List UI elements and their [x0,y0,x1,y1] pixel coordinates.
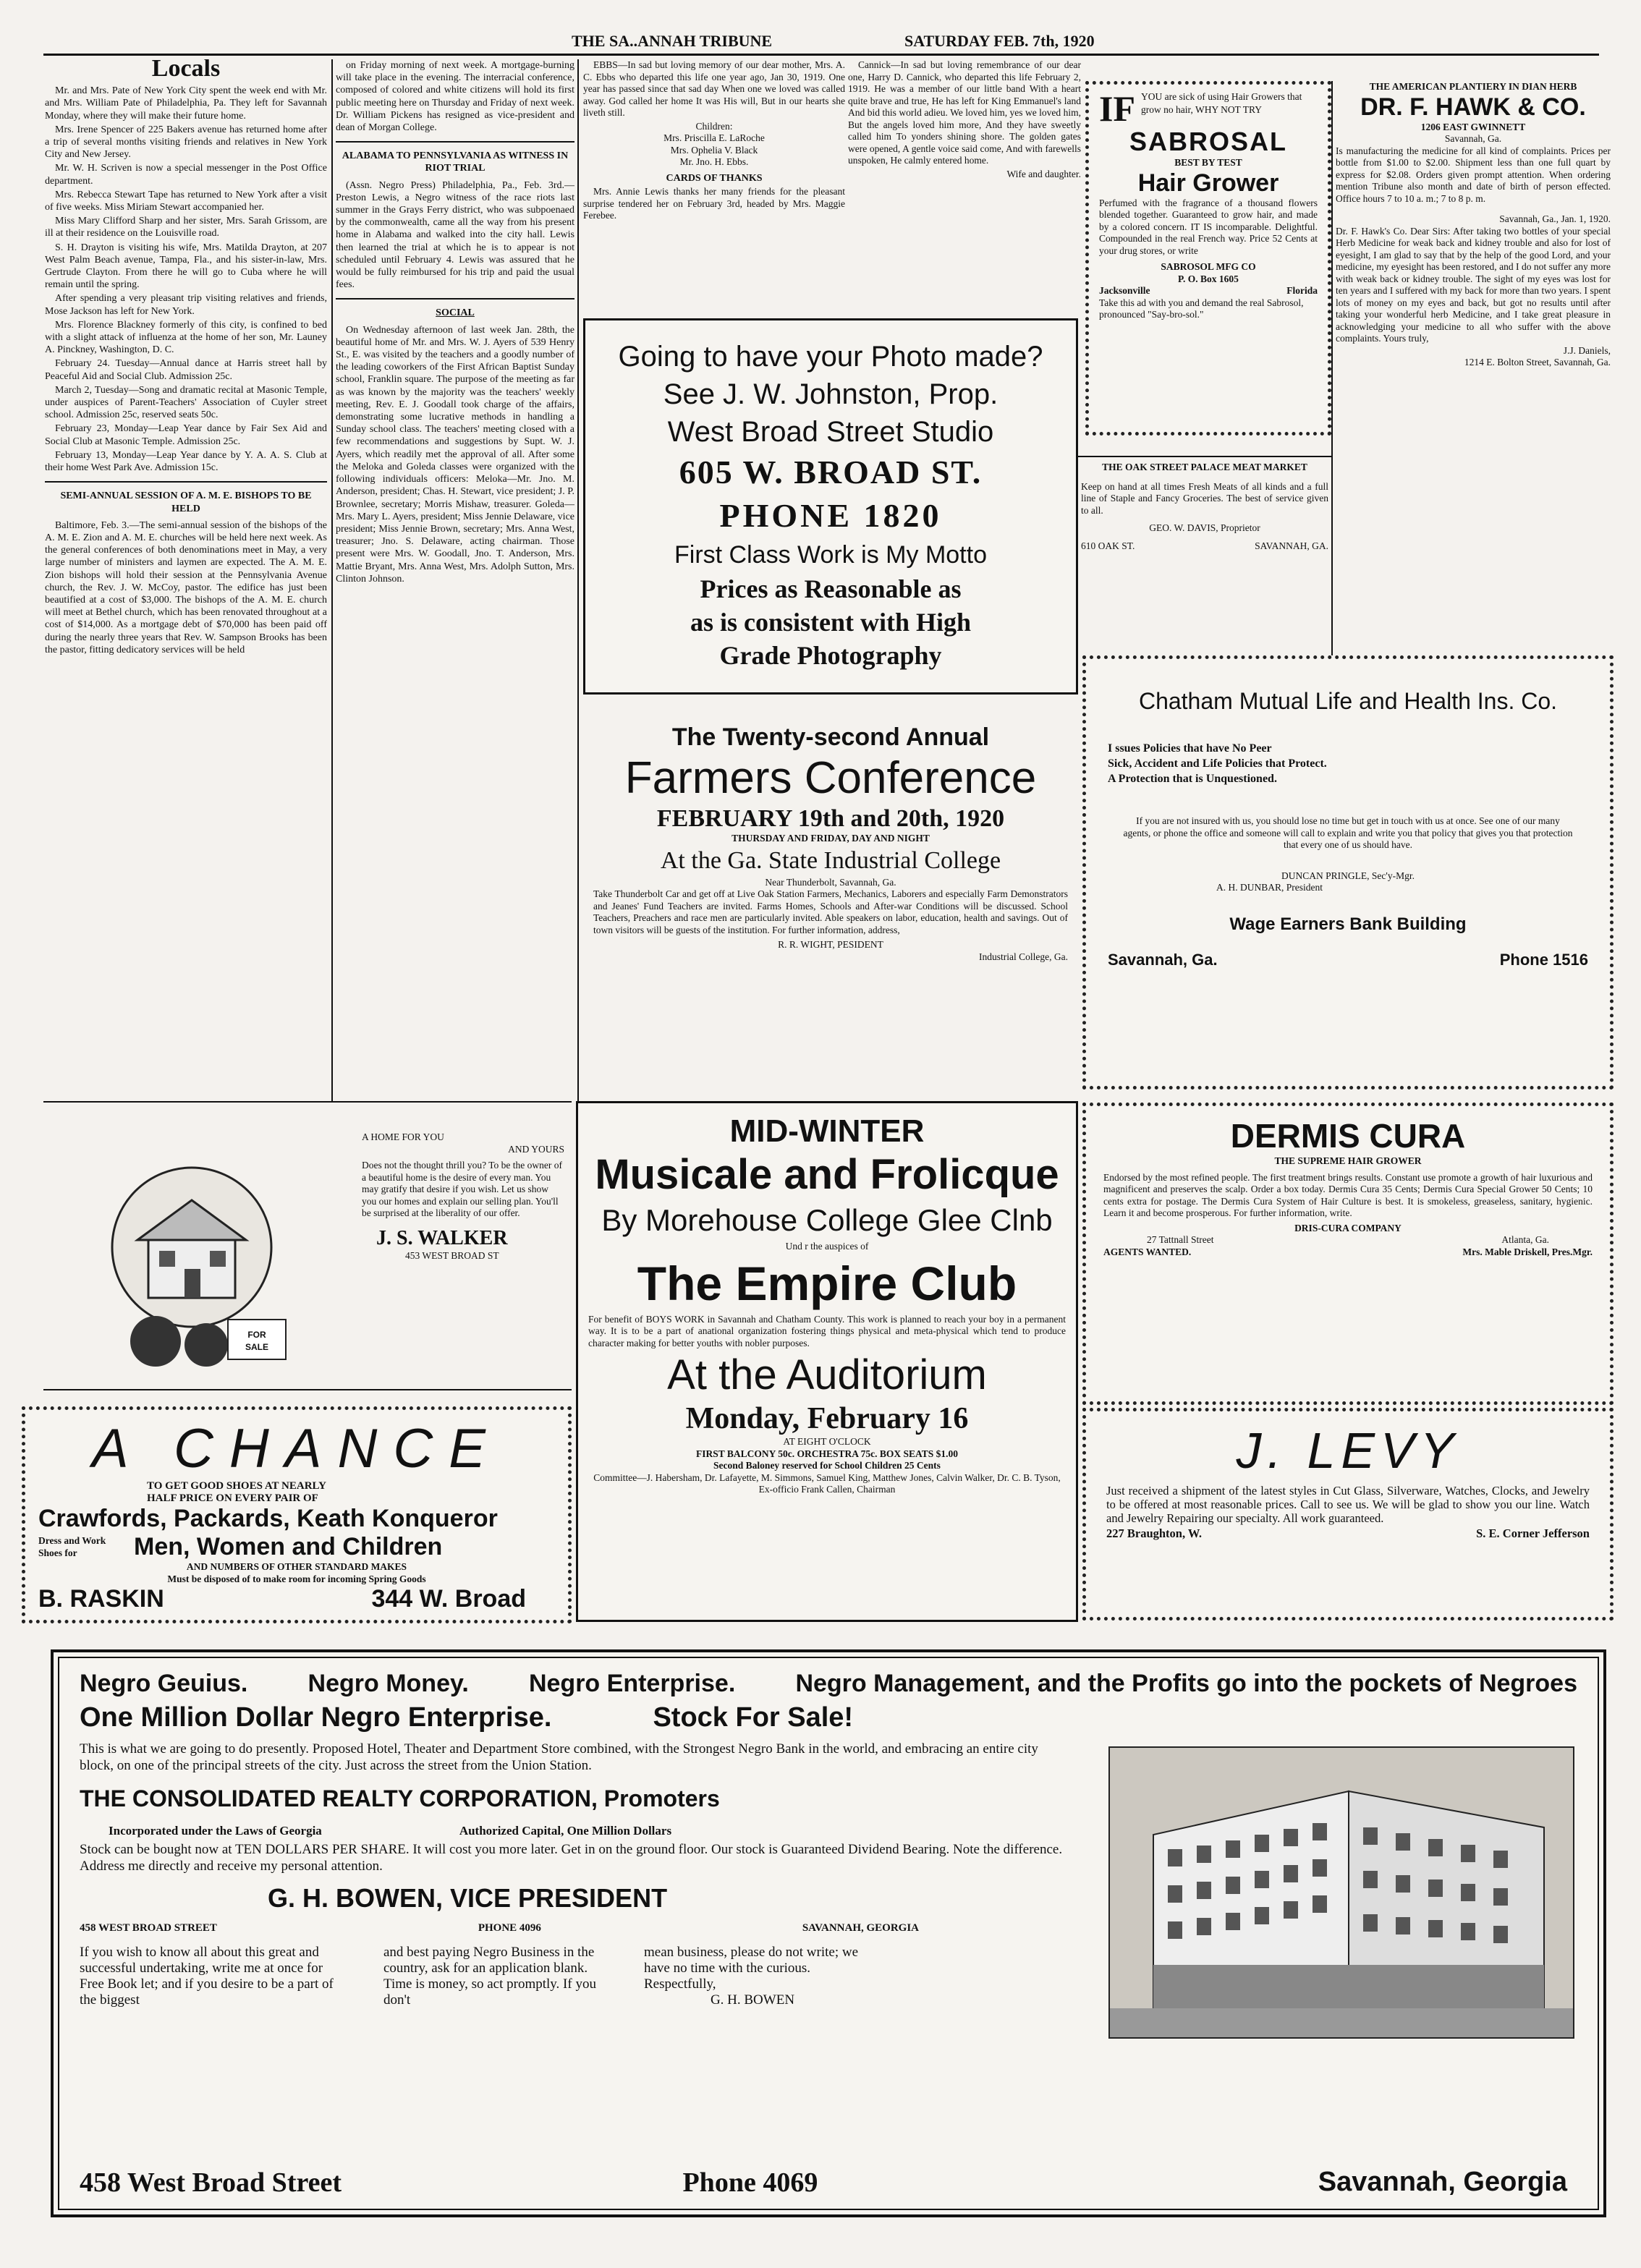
dermis-body: Endorsed by the most refined people. The first treatment brings results. Constant use promote a growth of hair luxurious and magnificent and preserves the scalp. Order a box today. Dermis Cura 35 Cents; Dermis Cura Special Grower 50 Cents; 10 cents extra for postage. The Dermis Cura System of Hair Culture is best. It is smokeless, greaseless, sanitary, hygienic. Learn it and become prosperous. For further information, write. [1103,1171,1593,1218]
locals-paragraph: Mrs. Florence Blackney formerly of this city, is confined to bed with a slight attack of influenza at the home of her son, Mr. Launey A. Pinckney, Washington, D. C. [45,319,327,356]
photo-line: Grade Photography [719,641,942,670]
chance-line: TO GET GOOD SHOES AT NEARLY [147,1480,327,1492]
cards-heading: CARDS OF THANKS [666,172,763,184]
realty-stock: Stock For Sale! [653,1702,854,1733]
news-paragraph: on Friday morning of next week. A mortgage-burning will take place in the evening. The interracial conference, composed of colored and white citizens will hold its first public meeting here on Thursday and Friday of next week. Dr. William Pickens has resigned as vice-president and dean of Morgan College. [336,60,574,134]
oak-city: SAVANNAH, GA. [1255,540,1328,551]
oak-address: 610 OAK ST. [1081,540,1135,551]
hawk-letter-date: Savannah, Ga., Jan. 1, 1920. [1499,213,1611,224]
social-heading: SOCIAL [436,307,475,319]
photo-line: Going to have your Photo made? [618,341,1043,373]
locals-heading: Locals [151,59,221,82]
realty-phone: PHONE 4096 [478,1922,541,1934]
hawk-letter: Dr. F. Hawk's Co. Dear Sirs: After taking two bottles of your special Herb Medicine for weak back and kidney trouble and also for lost of eyesight, I am glad to say that by the help of the good Lord, and your medicine, my eyesight has been restored, and I do not suffer any more with weak back or kidney trouble. The sight of my eyes was lost for ten years and I suffered with my back for more than two years. I spent lots of money on my eyes and back, but got no results until after taking your wonderful herb Medicine, and I take great pleasure in acknowledging your medicine to all who suffer with the above complaints. Yours truly, [1336,225,1611,344]
svg-text:SALE: SALE [245,1342,269,1352]
oak-body: Keep on hand at all times Fresh Meats of all kinds and a full line of Staple and Fancy Groceries. The best of service given to all. [1081,480,1328,516]
newspaper-name: THE SA..ANNAH TRIBUNE [572,32,773,50]
chatham-pres: A. H. DUNBAR, President [1216,882,1323,893]
musicale-date: Monday, February 16 [685,1402,969,1435]
chance-line: Must be disposed of to make room for incoming Spring Goods [167,1573,426,1584]
chance-dress: Dress and Work Shoes for [38,1535,106,1558]
locals-column [45,59,327,1087]
realty-title: One Million Dollar Negro Enterprise. [80,1702,552,1733]
musicale-school: Second Baloney reserved for School Children 25 Cents [713,1460,941,1471]
ebbs-signer: Mrs. Ophelia V. Black [670,144,758,156]
chatham-line: A Protection that is Unquestioned. [1108,773,1277,785]
masthead [43,29,1599,58]
farmers-sign: R. R. WIGHT, PESIDENT [778,939,883,950]
chatham-building: Wage Earners Bank Building [1229,914,1467,934]
realty-intro: This is what we are going to do presently. Proposed Hotel, Theater and Department Store combined, with the Strongest Negro Bank in the world, and embracing an entire city block, on one of the principal streets of the city. Just across the street from the Union Station. [80,1741,1038,1773]
musicale-time: AT EIGHT O'CLOCK [783,1436,871,1447]
realty-banner-word: Negro Money. [308,1670,469,1697]
realty-col2: and best paying Negro Business in the country, ask for an application blank. Time is money, so act promptly. If you don't [383,1945,596,2008]
musicale-ad [576,1101,1078,1622]
realty-banner-word: Negro Management, and the Profits go into the pockets of Negroes [795,1670,1577,1697]
svg-text:FOR: FOR [247,1330,266,1340]
realty-foot-city: Savannah, Georgia [1318,2167,1567,2197]
farmers-dates: FEBRUARY 19th and 20th, 1920 [656,805,1005,832]
chatham-sec: DUNCAN PRINGLE, Sec'y-Mgr. [1281,870,1415,881]
musicale-auspices: Und r the auspices of [785,1241,869,1252]
levy-body: Just received a shipment of the latest styles in Cut Glass, Silverware, Watches, Clocks, and Jewelry to be offered at most reasonable prices. Call to see us. We will be glad to show you our line. Watch and Jewelry Repairing our specialty. All work guaranteed. [1106,1484,1590,1525]
realty-foot-address: 458 West Broad Street [80,2167,342,2198]
dermis-company: DRIS-CURA COMPANY [1294,1222,1402,1233]
chance-brands: Crawfords, Packards, Keath Konqueror [38,1505,498,1532]
session-text: Baltimore, Feb. 3.—The semi-annual session of the bishops of the A. M. E. Zion and A. M. E. churches will be held here next week. As the general conferences of both denominations meet in May, a very large number of ministers and laymen are expected. The A. M. E. Zion bishops will hold their session at the Pennsylvania Avenue church, the Rev. J. W. McCoy, pastor. The edifice has just been beautified at a cost of $3,000. The bishops of the A. M. E. church will meet at Bethel church, which has been renovated throughout at a cost of $14,000. As a mortgage debt of $70,000 has been paid off during the nearly three years that Rev. W. Sampson Brooks has been the pastor, fitting dedicatory services will be held [45,519,327,655]
sabrosal-ad [1085,81,1331,436]
photo-phone: PHONE 1820 [719,497,942,534]
walker-head1: A HOME FOR YOU [362,1131,444,1142]
locals-paragraph: February 24. Tuesday—Annual dance at Harris street hall by Peaceful Aid and Social Club. Admission 25c. [45,358,327,382]
farmers-sign2: Industrial College, Ga. [979,951,1068,962]
photo-line: Prices as Reasonable as [700,574,962,603]
sabrosal-intro: YOU are sick of using Hair Growers that grow no hair, WHY NOT TRY [1141,91,1302,115]
realty-banner-word: Negro Geuius. [80,1670,248,1697]
realty-col3: mean business, please do not write; we have no time with the curious. Respectfully, [644,1945,859,1992]
locals-paragraph: Mr. and Mrs. Pate of New York City spent the week end with Mr. and Mrs. William Pate of Philadelphia, Pa. They left for Savannah Monday, where they will make their future home. [45,85,327,122]
chance-name: B. RASKIN [38,1585,164,1613]
musicale-glee: By Morehouse College Glee Clnb [601,1203,1053,1237]
cannick-memoriam [848,59,1081,305]
sabrosal-state: Florida [1286,285,1318,296]
ebbs-signer: Mr. Jno. H. Ebbs. [679,156,749,167]
divider [336,298,574,300]
hawk-body: Is manufacturing the medicine for all kind of complaints. Prices per bottle from $1.00 to $2.00. Shipment less than one full quart by express for $2.08. Orders given prompt attention. When ordering mention Tribune also month and date of birth of person effected. Office hours 7 to 10 a. m.; 7 to 8 p. m. [1336,145,1611,204]
dermis-city: Atlanta, Ga. [1501,1234,1549,1245]
musicale-prices: FIRST BALCONY 50c. ORCHESTRA 75c. BOX SEATS $1.00 [695,1448,959,1459]
locals-paragraph: Miss Mary Clifford Sharp and her sister, Mrs. Sarah Grissom, are ill at their residence on the Louisville road. [45,216,327,239]
hawk-name: DR. F. HAWK & CO. [1360,93,1586,121]
social-text: On Wednesday afternoon of last week Jan. 28th, the beautiful home of Mr. and Mrs. W. J. Ayers of 539 Henry St., E. was visited by the teachers and a goodly number of the leading coworkers of the First African Baptist Sunday school, Franklin square. The purpose of the meeting as far as was known by the majority was the teachers' weekly meeting, Rev. E. J. Goodall took charge of the affairs, demonstrating some lucrative methods in handling a Sunday school class. The teachers' meeting closed with a few recommendations and suggestions by Supt. W. J. Ayers, which readily met the approval of all. After some the Meloka and Goleda classes were organized with the following individuals officers: Meloka—Mr. Jno. M. Anderson, president; Chas. H. Stewart, vice president; J. P. Brownlee, secretary; Morris Mishaw, treasurer. Goleda—Mrs. Mary L. Ayers, president; Miss Jennie Delaware, vice president; Miss Jennie Brown, secretary; Mrs. Anna West, treasurer; Jno. S. Delaware, acting chairman. Those present were Mrs. W. Goodall, Jno. T. Anderson, Mrs. Mattie Bryant, Mrs. Anna West, Mrs. Adolph Sutton, Mrs. Clinton Johnson. [336,324,574,585]
realty-col1: If you wish to know all about this great and successful undertaking, write me at once for Free Book let; and if you desire to be a part of the biggest [80,1945,334,2008]
locals-paragraph: February 23, Monday—Leap Year dance by Fair Sex Aid and Social Club at Masonic Temple. Admission 25c. [45,423,327,447]
dermis-brand: DERMIS CURA [1230,1117,1466,1155]
photo-address: 605 W. BROAD ST. [679,454,983,490]
chatham-mutual-ad [1082,655,1614,1090]
chance-line: AND NUMBERS OF OTHER STANDARD MAKES [186,1561,407,1572]
oak-heading: THE OAK STREET PALACE MEAT MARKET [1102,462,1307,472]
alabama-heading: ALABAMA TO PENNSYLVANIA AS WITNESS IN RIOT TRIAL [342,150,569,174]
locals-paragraph: February 13, Monday—Leap Year dance by Y. A. A. S. Club at their home West Park Ave. Admission 15c. [45,449,327,474]
chatham-line: Sick, Accident and Life Policies that Protect. [1108,757,1327,770]
walker-body: Does not the thought thrill you? To be the owner of a beautiful home is the desire of every man. You may gratify that desire if you wish. Let us show you our homes and explain our selling plan. You'll be surprised at the liberality of our offer. [362,1160,563,1218]
chance-title: A CHANCE [92,1418,501,1479]
cannick-signed: Wife and daughter. [1006,168,1081,179]
realty-foot-phone: Phone 4069 [682,2167,818,2198]
photo-line: See J. W. Johnston, Prop. [663,378,998,410]
ebbs-signer: Mrs. Priscilla E. LaRoche [663,132,765,143]
realty-col3-sign: G. H. BOWEN [710,1992,795,2008]
hawk-top: THE AMERICAN PLANTIERY IN DIAN HERB [1369,81,1577,92]
levy-title: J. LEVY [1236,1422,1460,1479]
farmers-conference-ad [583,716,1078,1092]
chatham-city: Savannah, Ga. [1108,950,1218,969]
chatham-line: I ssues Policies that have No Peer [1108,742,1272,755]
sabrosal-body: Perfumed with the fragrance of a thousand flowers blended together. Guaranteed to grow hair, and made by a colored concern. IT IS incomparable. Delightful. Compounded in the real French way. Price 52 Cents at your drug stores, or write [1099,197,1318,256]
building-illustration [1108,1746,1574,2039]
dermis-cura-ad [1082,1103,1614,1405]
hawk-ad [1336,81,1611,660]
hawk-sign-name: J.J. Daniels, [1563,344,1611,356]
column-rule [1331,81,1333,660]
farmers-line: The Twenty-second Annual [671,723,990,751]
oak-proprietor: GEO. W. DAVIS, Proprietor [1149,522,1260,533]
realty-city: SAVANNAH, GEORGIA [802,1922,919,1934]
walker-name: J. S. WALKER [376,1226,508,1249]
realty-capital: Authorized Capital, One Million Dollars [459,1824,672,1838]
ebbs-text: EBBS—In sad but loving memory of our dear mother, Mrs. A. C. Ebbs who departed this life one year ago, Jan 30, 1919. One year has passed since that sad day When one we loved was called away. God called her home It was His will, But in our hearts she liveth still. [583,59,845,118]
realty-addr: 458 WEST BROAD STREET [80,1922,217,1934]
walker-ad [43,1101,572,1390]
realty-corp: THE CONSOLIDATED REALTY CORPORATION, Promoters [80,1785,720,1812]
cards-text: Mrs. Annie Lewis thanks her many friends for the pleasant surprise tendered her on February 3rd, headed by Mrs. Maggie Ferebee. [583,186,845,221]
farmers-body: Take Thunderbolt Car and get off at Live Oak Station Farmers, Mechanics, Laborers and especially Farm Demonstrators and Jeanes' Fund Teachers are invited. Farms Homes, Schools and After-war Conditions will be discussed. School Teachers, Preachers and race men are particularly invited. Able speakers on labor, education, health and savings. Out of town visitors will be guests of the institution. For further information, address, [593,888,1068,935]
house-illustration-icon [87,1160,297,1377]
realty-stock-text: Stock can be bought now at TEN DOLLARS PER SHARE. It will cost you more later. Get in on the ground floor. Our stock is Guaranteed Dividend Bearing. Note the difference. Address me directly and receive my personal attention. [80,1842,1063,1874]
column-rule [331,59,333,1101]
chatham-body: If you are not insured with us, you should lose no time but get in touch with us at once. See one of our many agents, or phone the office and someone will call to explain and write you that policy that gives you that protection that every one of us should have. [1123,815,1573,850]
sabrosal-product: Hair Grower [1137,169,1279,197]
locals-paragraph: After spending a very pleasant trip visiting relatives and friends, Mose Jackson has left for New York. [45,293,327,317]
cannick-text: Cannick—In sad but loving remembrance of our dear one, Harry D. Cannick, who departed this life February 2, 1919. He was a member of our little band With a heart quite brave and true, He has left for King Emmanuel's land And bid this world adieu. We loved him, yes we loved him, But the angels loved him more, And they have sweetly called him To yonders shining shore. The golden gates were opened, A gentle voice said come, And with farewells unspoken, He calmly entered home. [848,59,1081,166]
levy-corner: S. E. Corner Jefferson [1476,1526,1590,1540]
divider [45,481,327,483]
locals-paragraph: Mr. W. H. Scriven is now a special messenger in the Post Office department. [45,163,327,187]
realty-incorporated: Incorporated under the Laws of Georgia [109,1824,322,1838]
ebbs-signed-label: Children: [695,120,733,132]
locals-paragraph: March 2, Tuesday—Song and dramatic recital at Masonic Temple, under auspices of Parent-Teachers' Association of Cuyler street school. Admission 25c, reserved seats 50c. [45,384,327,421]
raskin-shoes-ad [22,1406,572,1623]
musicale-committee: Committee—J. Habersham, Dr. Lafayette, M. Simmons, Samuel King, Matthew Jones, Calvin Walker, Dr. C. B. Tyson, Ex-officio Frank Callen, Chairman [593,1471,1061,1495]
dermis-sub: THE SUPREME HAIR GROWER [1274,1155,1422,1166]
locals-paragraph: S. H. Drayton is visiting his wife, Mrs. Matilda Drayton, at 207 West Palm Beach avenue, Tampa, Fla., and his sister-in-law, Mrs. Gertrude Clayton. From there he will go to Cuba where he will remain until the spring. [45,242,327,291]
news-column-2 [336,59,574,1087]
hawk-sign-addr: 1214 E. Bolton Street, Savannah, Ga. [1464,357,1611,368]
chance-line: HALF PRICE ON EVERY PAIR OF [147,1492,318,1504]
levy-ad [1082,1408,1614,1621]
chatham-heading: Chatham Mutual Life and Health Ins. Co. [1138,688,1558,714]
locals-paragraph: Mrs. Rebecca Stewart Tape has returned to New York after a visit of five weeks. Miss Miriam Stewart accompanied her. [45,189,327,213]
farmers-days: THURSDAY AND FRIDAY, DAY AND NIGHT [732,833,930,844]
musicale-line: MID-WINTER [729,1113,925,1149]
walker-head2: AND YOURS [508,1143,564,1155]
dermis-agents: AGENTS WANTED. [1103,1246,1192,1257]
musicale-club: The Empire Club [637,1256,1017,1310]
chatham-phone: Phone 1516 [1499,950,1588,969]
farmers-location: At the Ga. State Industrial College [660,846,1001,874]
hawk-city: Savannah, Ga. [1444,133,1502,144]
musicale-body: For benefit of BOYS WORK in Savannah and Chatham County. This work is planned to reach your boy in a permanent way. It is to be a part of anational organization fostering things physical and meta-physical which tend to produce character making for better youths with nobler purposes. [588,1313,1066,1349]
divider [336,141,574,143]
issue-date: SATURDAY FEB. 7th, 1920 [904,32,1095,50]
sabrosal-city: Jacksonville [1099,285,1150,296]
dermis-street: 27 Tattnall Street [1147,1234,1214,1245]
walker-addr: 453 WEST BROAD ST [405,1249,499,1261]
session-heading: SEMI-ANNUAL SESSION OF A. M. E. BISHOPS TO BE HELD [60,490,312,514]
photo-line: West Broad Street Studio [667,416,994,448]
musicale-title: Musicale and Frolicque [595,1151,1059,1198]
farmers-near: Near Thunderbolt, Savannah, Ga. [765,876,896,888]
locals-paragraph: Mrs. Irene Spencer of 225 Bakers avenue has returned home after a trip of several months visiting friends and relatives in New York City and New Jersey. [45,124,327,161]
realty-vp: G. H. BOWEN, VICE PRESIDENT [268,1883,668,1913]
sabrosal-sub: BEST BY TEST [1174,157,1242,168]
ebbs-memoriam [583,59,845,305]
column-rule [577,59,579,1101]
photo-motto: First Class Work is My Motto [674,541,987,569]
sabrosal-brand: SABROSAL [1129,127,1287,156]
dermis-pres: Mrs. Mable Driskell, Pres.Mgr. [1462,1246,1593,1257]
consolidated-realty-ad [51,1649,1606,2217]
realty-banner-word: Negro Enterprise. [528,1670,736,1697]
musicale-venue: At the Auditorium [667,1351,987,1398]
levy-addr: 227 Braughton, W. [1106,1526,1203,1540]
masthead-rule [43,54,1599,56]
oak-street-ad [1078,456,1331,651]
hawk-addr: 1206 EAST GWINNETT [1420,121,1526,132]
sabrosal-note: Take this ad with you and demand the real Sabrosol, pronounced "Say-bro-sol." [1099,297,1304,320]
sabrosal-company: SABROSOL MFG CO [1161,261,1256,272]
chance-who: Men, Women and Children [134,1533,443,1560]
photo-line: as is consistent with High [690,608,972,637]
sabrosal-if: IF [1099,90,1135,127]
farmers-title: Farmers Conference [624,753,1037,803]
alabama-text: (Assn. Negro Press) Philadelphia, Pa., Feb. 3rd.—Preston Lewis, a Negro witness of the race riots last summer in the Grays Ferry district, who was subpoenaed by the commonwealth, came all the way from his present home in Alabama and walked into the city hall. Lewis then learned the trial at which he is to appear is not scheduled until February 4. Lewis was assured that he would be fully reimbursed for his trip and paid the usual fees. [336,179,574,291]
sabrosal-pobox: P. O. Box 1605 [1178,273,1239,284]
photo-studio-ad [583,318,1078,695]
chance-addr: 344 W. Broad [371,1585,526,1613]
